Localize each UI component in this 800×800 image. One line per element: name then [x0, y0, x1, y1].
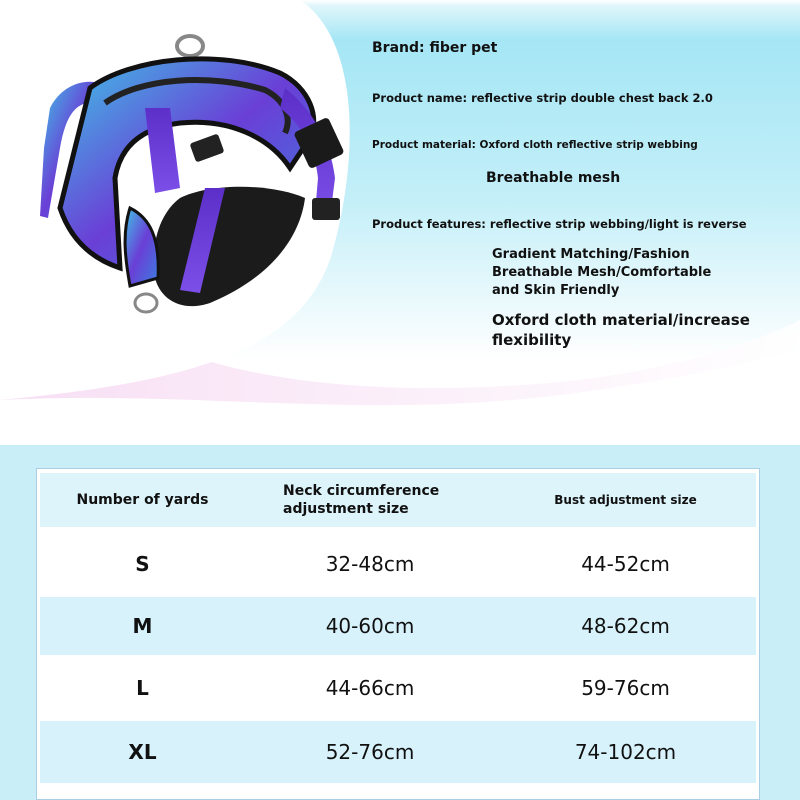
header-bust: Bust adjustment size — [554, 493, 697, 507]
size-table — [36, 468, 760, 800]
product-name-label: Product name: reflective strip double chest back 2.0 — [372, 91, 713, 105]
table-row — [40, 531, 756, 597]
bust-cell: 59-76cm — [581, 676, 670, 700]
breathable-mesh-label: Breathable mesh — [486, 170, 621, 186]
product-features-label: Product features: reflective strip webbing/light is reverse — [372, 217, 747, 231]
header-size: Number of yards — [76, 492, 209, 508]
gradient-matching-label: Gradient Matching/Fashion Breathable Mesh/Comfortable and Skin Friendly — [492, 247, 712, 298]
table-row — [40, 597, 756, 655]
neck-cell: 44-66cm — [325, 676, 415, 700]
size-cell: M — [132, 614, 153, 638]
harness-image — [30, 28, 350, 323]
oxford-cloth-label: Oxford cloth material/increase flexibility — [492, 311, 750, 349]
bust-cell: 74-102cm — [574, 740, 677, 764]
brand-label: Brand: fiber pet — [372, 40, 498, 56]
table-row — [40, 655, 756, 721]
neck-cell: 52-76cm — [325, 740, 415, 764]
neck-cell: 32-48cm — [325, 552, 415, 576]
neck-cell: 40-60cm — [325, 614, 415, 638]
table-row — [40, 721, 756, 783]
product-material-label: Product material: Oxford cloth reflective strip webbing — [372, 139, 698, 151]
size-cell: XL — [128, 740, 157, 764]
table-header-row — [40, 473, 756, 527]
size-cell: S — [135, 552, 150, 576]
size-cell: L — [136, 676, 149, 700]
bust-cell: 44-52cm — [581, 552, 670, 576]
header-neck: Neck circumference adjustment size — [283, 483, 440, 517]
bust-cell: 48-62cm — [581, 614, 670, 638]
